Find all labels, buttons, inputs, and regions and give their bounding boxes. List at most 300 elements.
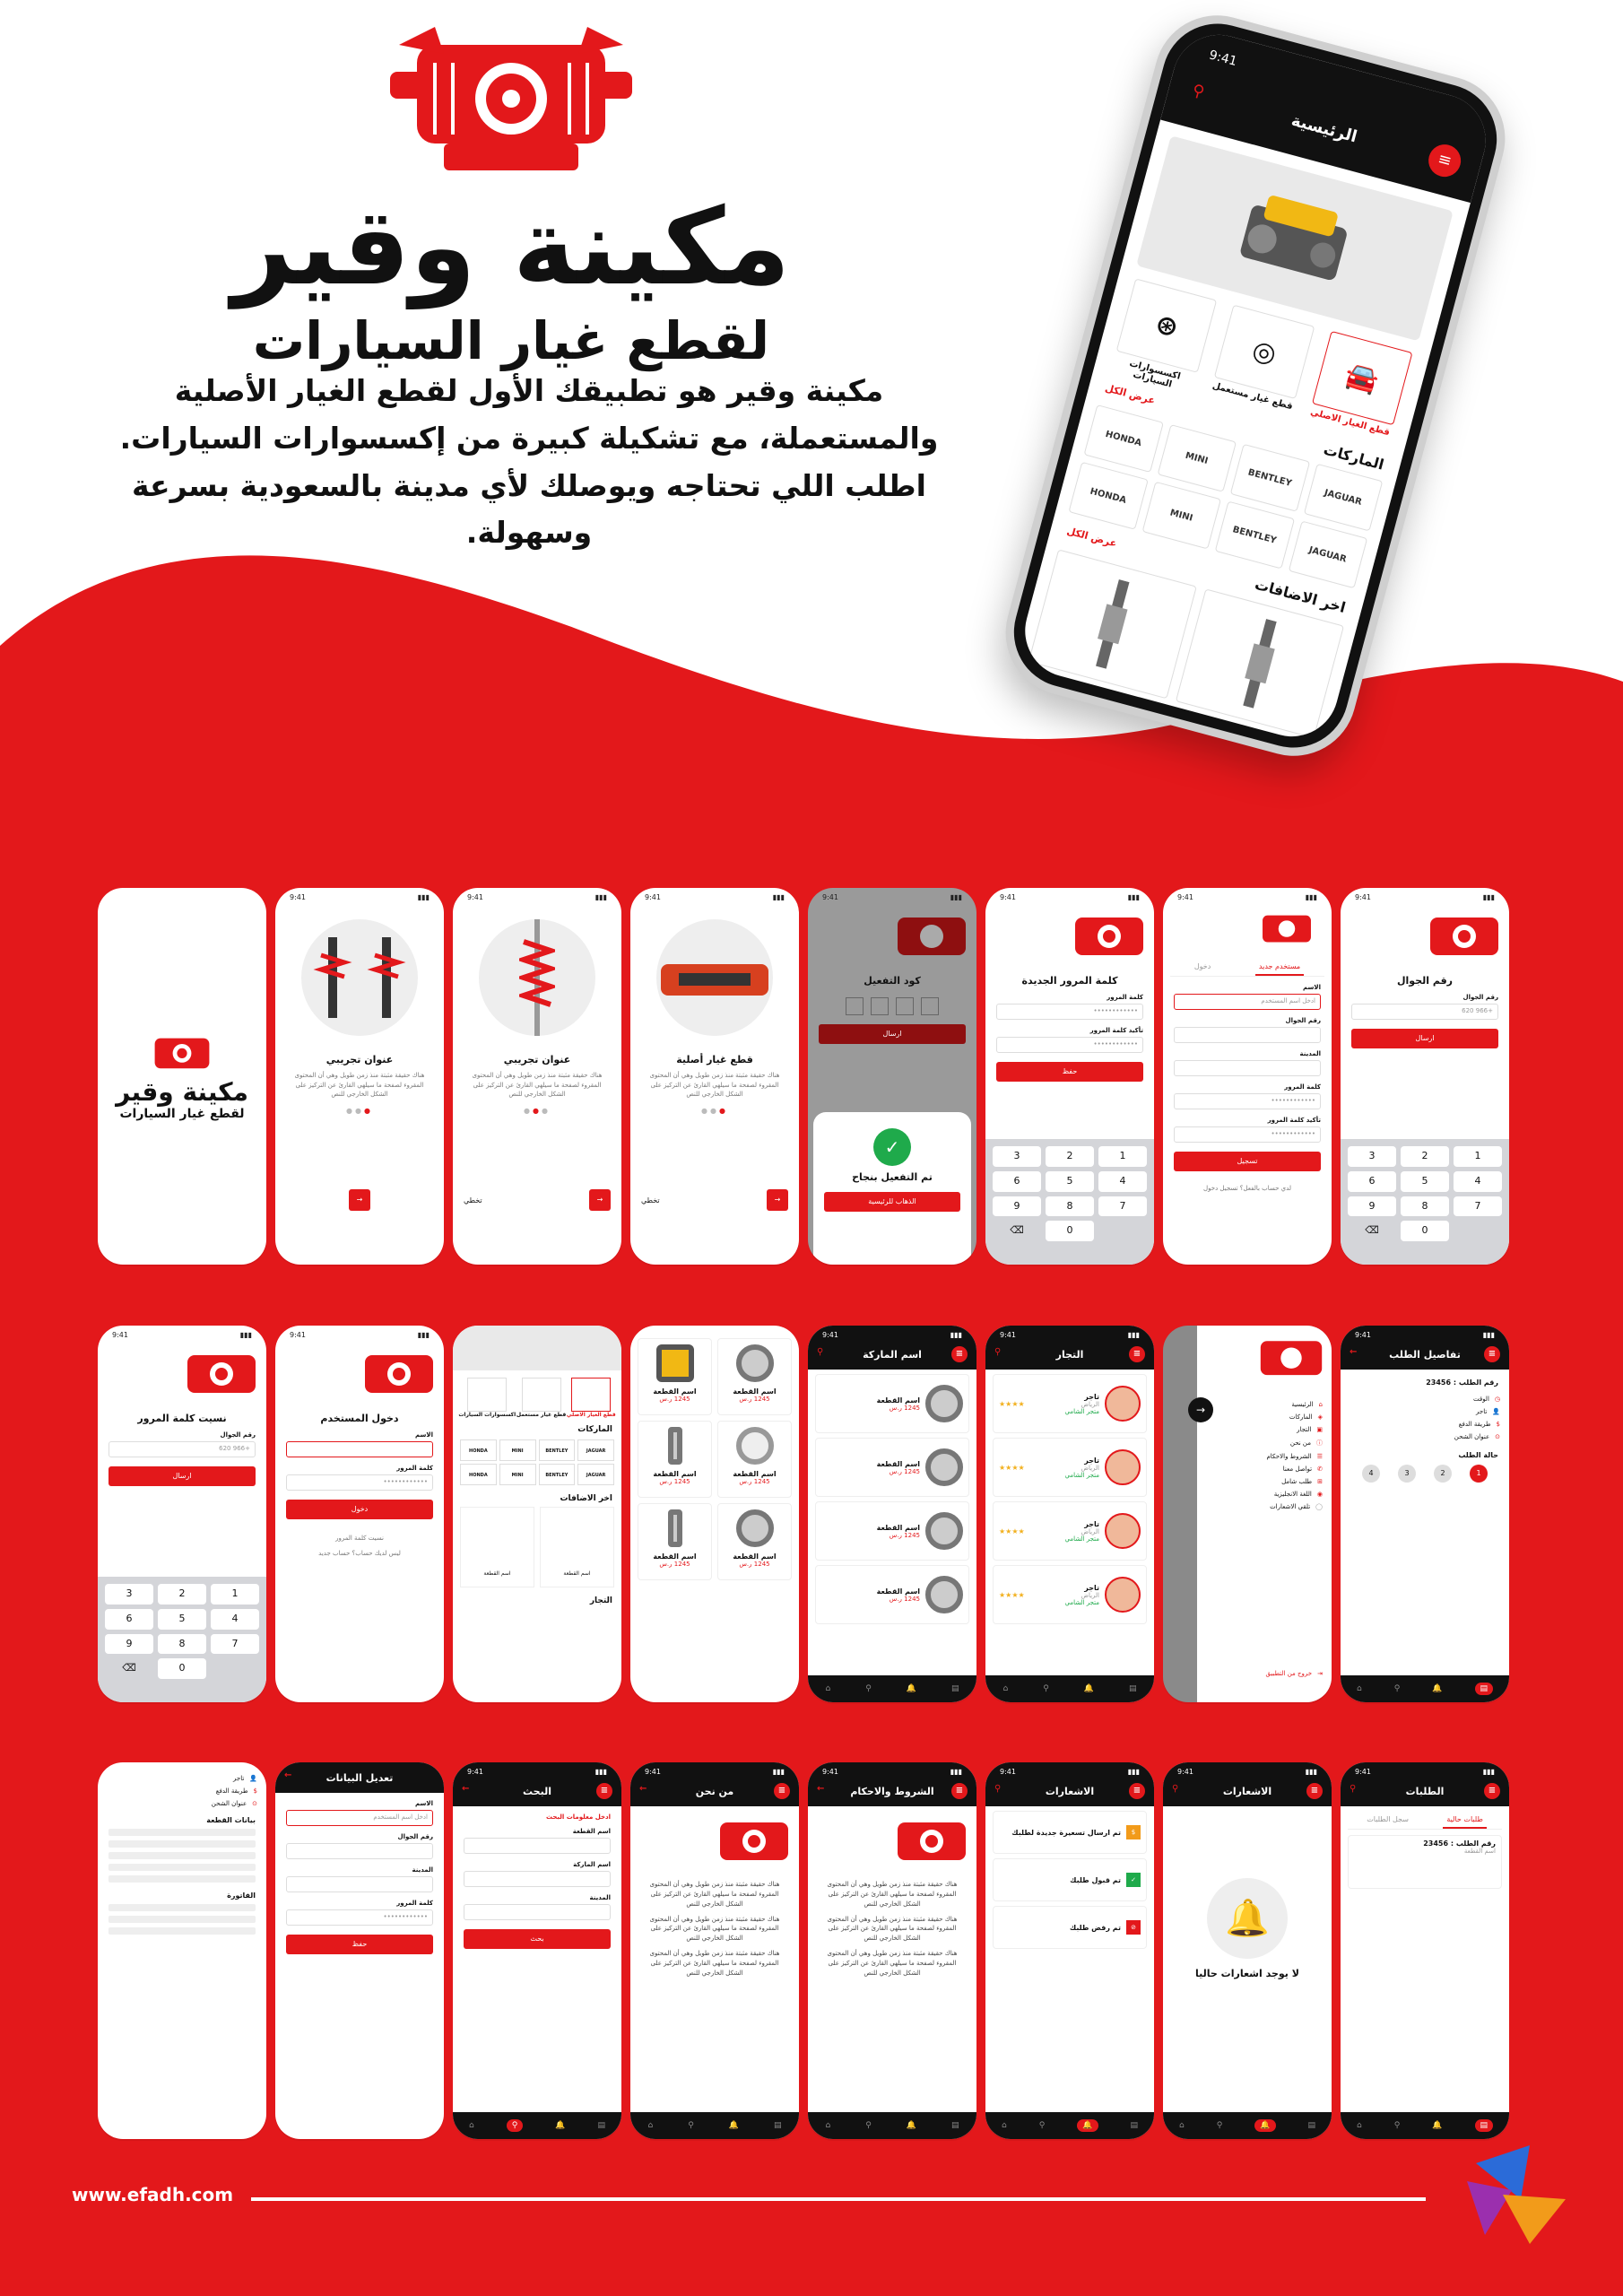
auth-tabs bbox=[1170, 959, 1324, 977]
status-time: 9:41 bbox=[822, 1768, 838, 1776]
menu-item[interactable] bbox=[1206, 1426, 1323, 1433]
onboarding-image bbox=[479, 919, 595, 1036]
search-icon[interactable]: ⚲ bbox=[817, 1347, 824, 1357]
key[interactable]: 6 bbox=[993, 1171, 1041, 1192]
nav-orders[interactable]: ▤ bbox=[597, 2121, 606, 2130]
key[interactable]: 8 bbox=[158, 1634, 206, 1655]
backspace-icon[interactable]: ⌫ bbox=[1010, 1224, 1024, 1237]
key[interactable]: 2 bbox=[158, 1584, 206, 1605]
brand-bentley[interactable]: BENTLEY bbox=[539, 1464, 576, 1485]
nav-notifications[interactable]: 🔔 bbox=[1254, 2119, 1275, 2132]
part-name: اسم القطعة bbox=[876, 1396, 920, 1405]
engine-logo bbox=[1064, 910, 1154, 966]
category-used[interactable] bbox=[1208, 305, 1315, 422]
brands-title: الماركات bbox=[1322, 440, 1386, 474]
nav-search[interactable]: ⚲ bbox=[1038, 2121, 1046, 2130]
search-icon[interactable]: ⚲ bbox=[1350, 1784, 1357, 1794]
onboarding-title: قطع غيار أصلية bbox=[676, 1054, 753, 1065]
otp-digit[interactable] bbox=[871, 997, 889, 1015]
about-text: هناك حقيقة مثبتة منذ زمن طويل وهي أن المحتوى المقروء لصفحة ما سيلهي القارئ عن التركيز على الشكل الخارجي للنص bbox=[649, 1915, 780, 1943]
menu-icon[interactable]: ≡ bbox=[774, 1783, 790, 1799]
field-label: الاسم bbox=[415, 1431, 433, 1439]
confirm-password-input[interactable]: •••••••••••• bbox=[996, 1037, 1143, 1053]
category-original[interactable] bbox=[1306, 331, 1412, 448]
brand-honda[interactable]: HONDA bbox=[460, 1464, 497, 1485]
key[interactable]: 2 bbox=[1046, 1146, 1094, 1167]
key[interactable]: 9 bbox=[993, 1196, 1041, 1217]
phone-input[interactable]: +966 620 bbox=[108, 1441, 256, 1457]
screen-register bbox=[1163, 888, 1332, 1265]
search-icon[interactable]: ⚲ bbox=[994, 1347, 1002, 1357]
brand-mini[interactable]: MINI bbox=[1157, 424, 1237, 492]
menu-icon[interactable]: ≡ bbox=[1425, 141, 1464, 180]
empty-message: لا يوجد اشعارات حاليا bbox=[1195, 1968, 1299, 1979]
key[interactable]: 1 bbox=[1454, 1146, 1502, 1167]
close-menu-icon[interactable]: → bbox=[1188, 1397, 1213, 1422]
menu-item[interactable] bbox=[1206, 1478, 1323, 1485]
brand-jaguar[interactable]: JAGUAR bbox=[577, 1464, 614, 1485]
step-2: 2 bbox=[1434, 1465, 1452, 1483]
nav-notifications[interactable]: 🔔 bbox=[906, 1684, 917, 1693]
status-icons: ▮▮▮ bbox=[1482, 893, 1495, 901]
screen-header bbox=[985, 1776, 1154, 1806]
info-row bbox=[1350, 1396, 1500, 1403]
nav-orders[interactable]: ▤ bbox=[1475, 1683, 1494, 1695]
key[interactable]: 1 bbox=[1098, 1146, 1147, 1167]
detail-line bbox=[108, 1840, 256, 1848]
product-grid bbox=[630, 1326, 799, 1593]
merchant-card[interactable] bbox=[993, 1565, 1147, 1624]
city-select[interactable] bbox=[464, 1904, 611, 1920]
notification-item[interactable] bbox=[993, 1906, 1147, 1949]
field-label: تأكيد كلمة المرور bbox=[1267, 1117, 1321, 1124]
screen-onboarding-3 bbox=[630, 888, 799, 1265]
menu-item[interactable] bbox=[1206, 1453, 1323, 1460]
back-arrow-icon[interactable]: ← bbox=[462, 1784, 470, 1794]
brake-disc-image bbox=[925, 1512, 963, 1550]
brand-honda[interactable]: HONDA bbox=[1068, 462, 1148, 530]
nav-home[interactable]: ⌂ bbox=[1002, 2121, 1007, 2130]
side-menu-panel bbox=[1197, 1326, 1332, 1702]
back-arrow-icon[interactable]: ← bbox=[1350, 1347, 1358, 1357]
screen-title: كود التفعيل bbox=[864, 975, 921, 987]
brake-disc-image bbox=[925, 1576, 963, 1613]
avatar bbox=[1105, 1449, 1141, 1485]
key[interactable]: 8 bbox=[1046, 1196, 1094, 1217]
key[interactable]: 5 bbox=[1046, 1171, 1094, 1192]
dollar-icon: $ bbox=[253, 1787, 257, 1795]
field-label: رقم الجوال bbox=[1462, 994, 1498, 1001]
search-icon[interactable]: ⚲ bbox=[1172, 1784, 1179, 1794]
password-input[interactable]: •••••••••••• bbox=[286, 1909, 433, 1926]
product-row[interactable] bbox=[815, 1438, 969, 1497]
brand-jaguar[interactable]: JAGUAR bbox=[1303, 464, 1383, 532]
engine-logo bbox=[354, 1348, 444, 1404]
search-button[interactable]: بحث bbox=[464, 1929, 611, 1949]
field-label: الاسم bbox=[1303, 984, 1321, 991]
brand-bentley[interactable]: BENTLEY bbox=[1230, 444, 1310, 512]
nav-orders[interactable]: ▤ bbox=[951, 1684, 959, 1693]
key[interactable]: 4 bbox=[211, 1609, 259, 1630]
login-link[interactable]: لدي حساب بالفعل؟ تسجيل دخول bbox=[1203, 1185, 1291, 1192]
field-label: اسم القطعة bbox=[572, 1828, 611, 1835]
field-label: رقم الجوال bbox=[1285, 1017, 1321, 1024]
tab-new-user[interactable]: مستخدم جديد bbox=[1255, 959, 1304, 976]
car-icon bbox=[571, 1378, 611, 1412]
part-price: 1245 ر.س bbox=[889, 1595, 920, 1603]
nav-home[interactable]: ⌂ bbox=[1357, 2121, 1362, 2130]
engine-logo bbox=[1242, 910, 1332, 950]
brand-select[interactable] bbox=[464, 1871, 611, 1887]
section-title: بيانات القطعة bbox=[206, 1816, 256, 1824]
skip-link[interactable]: تخطي bbox=[641, 1196, 660, 1205]
step-4: 4 bbox=[1362, 1465, 1380, 1483]
bottom-nav bbox=[1163, 2112, 1332, 2139]
login-button[interactable]: دخول bbox=[286, 1500, 433, 1519]
menu-label: طلب شامل bbox=[1281, 1478, 1313, 1485]
show-all-link[interactable]: عرض الكل bbox=[1065, 525, 1118, 550]
nav-notifications[interactable]: 🔔 bbox=[555, 2121, 566, 2130]
brand-honda[interactable]: HONDA bbox=[1084, 404, 1164, 473]
key-empty bbox=[1454, 1221, 1502, 1241]
status-time: 9:41 bbox=[1355, 893, 1371, 901]
nav-home[interactable]: ⌂ bbox=[825, 1684, 831, 1693]
part-price: 1245 ر.س bbox=[739, 1478, 770, 1485]
footer-url[interactable]: www.efadh.com bbox=[72, 2184, 234, 2205]
nav-notifications[interactable]: 🔔 bbox=[1432, 1684, 1443, 1693]
screen-notifications bbox=[985, 1762, 1154, 2139]
info-label: الوقت bbox=[1472, 1396, 1489, 1403]
nav-orders[interactable]: ▤ bbox=[774, 2121, 782, 2130]
brand-jaguar[interactable]: JAGUAR bbox=[577, 1439, 614, 1461]
menu-label: الرئيسية bbox=[1291, 1401, 1314, 1408]
status-icons: ▮▮▮ bbox=[950, 1768, 962, 1776]
category-accessories[interactable] bbox=[1110, 278, 1217, 396]
key[interactable]: 9 bbox=[1348, 1196, 1396, 1217]
latest-title: اخر الاضافات bbox=[1253, 575, 1348, 617]
otp-digit[interactable] bbox=[846, 997, 864, 1015]
screen-header bbox=[453, 1776, 621, 1806]
screen-order-details bbox=[1341, 1326, 1509, 1702]
key[interactable]: 6 bbox=[105, 1609, 153, 1630]
order-card[interactable] bbox=[1348, 1835, 1502, 1889]
category-used[interactable] bbox=[516, 1378, 566, 1418]
merchant-shop: متجر الشامي bbox=[1064, 1598, 1099, 1606]
merchant-city: الرياض bbox=[1081, 1591, 1099, 1599]
register-link[interactable]: ليس لديك حساب؟ حساب جديد bbox=[318, 1549, 401, 1557]
key[interactable]: 9 bbox=[105, 1634, 153, 1655]
nav-orders[interactable]: ▤ bbox=[951, 2121, 959, 2130]
key[interactable]: 3 bbox=[105, 1584, 153, 1605]
bottom-nav bbox=[808, 1675, 976, 1702]
search-icon[interactable]: ⚲ bbox=[1190, 80, 1207, 102]
forgot-password-link[interactable]: نسيت كلمة المرور bbox=[335, 1535, 384, 1542]
merchant-card[interactable] bbox=[993, 1438, 1147, 1497]
phone-input[interactable] bbox=[286, 1843, 433, 1859]
save-button[interactable]: حفظ bbox=[286, 1935, 433, 1954]
phone-input[interactable]: +966 620 bbox=[1351, 1004, 1498, 1020]
engine-logo bbox=[177, 1348, 266, 1404]
key[interactable]: 8 bbox=[1401, 1196, 1449, 1217]
app-description: مكينة وقير هو تطبيقك الأول لقطع الغيار الأصلية والمستعملة، مع تشكيلة كبيرة من إكسسوارات السيارات. اطلب اللي تحتاجه ويوصلك لأي مدينة بالسعودية بسرعة وسهولة. bbox=[119, 373, 939, 551]
password-input[interactable]: •••••••••••• bbox=[1174, 1093, 1321, 1109]
key[interactable]: 2 bbox=[1401, 1146, 1449, 1167]
category-accessories[interactable] bbox=[458, 1378, 516, 1418]
bottom-nav bbox=[1341, 1675, 1509, 1702]
nav-orders[interactable]: ▤ bbox=[1307, 2121, 1316, 2130]
menu-icon[interactable]: ≡ bbox=[1129, 1783, 1145, 1799]
search-icon[interactable]: ⚲ bbox=[994, 1784, 1002, 1794]
menu-item[interactable] bbox=[1206, 1491, 1323, 1498]
part-price: 1245 ر.س bbox=[889, 1404, 920, 1412]
key[interactable]: 0 bbox=[158, 1658, 206, 1679]
bottom-nav bbox=[985, 1675, 1154, 1702]
key[interactable]: 6 bbox=[1348, 1171, 1396, 1192]
name-input[interactable]: ادخل اسم المستخدم bbox=[286, 1810, 433, 1826]
toggle-off-icon[interactable]: ◯ bbox=[1315, 1503, 1323, 1510]
key[interactable]: 0 bbox=[1401, 1221, 1449, 1241]
key[interactable]: 1 bbox=[211, 1584, 259, 1605]
nav-orders[interactable]: ▤ bbox=[1475, 2119, 1494, 2132]
status-icons: ▮▮▮ bbox=[950, 1331, 962, 1339]
brand-mini[interactable]: MINI bbox=[499, 1439, 536, 1461]
tab-login[interactable]: دخول bbox=[1193, 962, 1211, 970]
city-select[interactable] bbox=[1174, 1060, 1321, 1076]
merchant-shop: متجر الشامي bbox=[1064, 1471, 1099, 1479]
part-name: اسم القطعة bbox=[653, 1470, 697, 1478]
store-icon: ▣ bbox=[1316, 1426, 1323, 1433]
info-row bbox=[1350, 1433, 1500, 1440]
password-input[interactable]: •••••••••••• bbox=[996, 1004, 1143, 1020]
confirm-password-input[interactable]: •••••••••••• bbox=[1174, 1126, 1321, 1143]
logout-item[interactable] bbox=[1266, 1670, 1324, 1677]
status-icons: ▮▮▮ bbox=[1482, 1331, 1495, 1339]
back-arrow-icon[interactable]: ← bbox=[284, 1770, 292, 1780]
bottom-nav bbox=[985, 2112, 1154, 2139]
screen-notifications-empty bbox=[1163, 1762, 1332, 2139]
screen-title: تعديل البيانات bbox=[325, 1771, 394, 1784]
product-card[interactable] bbox=[717, 1503, 792, 1580]
menu-icon[interactable]: ≡ bbox=[596, 1783, 612, 1799]
status-time: 9:41 bbox=[1000, 893, 1016, 901]
tab-past-orders[interactable]: سجل الطلبات bbox=[1367, 1815, 1409, 1823]
steering-icon: ⊛ bbox=[1116, 278, 1218, 372]
status-icons: ▮▮▮ bbox=[772, 1768, 785, 1776]
notification-text: تم قبول طلبك bbox=[1070, 1875, 1121, 1884]
product-card[interactable] bbox=[638, 1421, 712, 1498]
menu-icon[interactable]: ≡ bbox=[951, 1783, 968, 1799]
register-button[interactable]: تسجيل bbox=[1174, 1152, 1321, 1171]
nav-search[interactable]: ⚲ bbox=[507, 2119, 524, 2132]
nav-notifications[interactable]: 🔔 bbox=[1083, 1684, 1095, 1693]
name-input[interactable]: ادخل اسم المستخدم bbox=[1174, 994, 1321, 1010]
backspace-icon[interactable]: ⌫ bbox=[122, 1662, 136, 1674]
brand-mini[interactable]: MINI bbox=[499, 1464, 536, 1485]
merchant-card[interactable] bbox=[993, 1374, 1147, 1433]
detail-line bbox=[108, 1829, 256, 1836]
shock-absorber-image bbox=[668, 1509, 682, 1547]
otp-digit[interactable] bbox=[921, 997, 939, 1015]
key[interactable]: 4 bbox=[1454, 1171, 1502, 1192]
status-icons: ▮▮▮ bbox=[417, 893, 430, 901]
nav-home[interactable]: ⌂ bbox=[1002, 1684, 1009, 1693]
key[interactable]: 3 bbox=[1348, 1146, 1396, 1167]
order-number: رقم الطلب : 23456 bbox=[1423, 1839, 1496, 1848]
notification-text: تم ارسال تسعيرة جديدة لطلبك bbox=[1011, 1828, 1121, 1837]
order-stepper bbox=[1353, 1465, 1497, 1483]
menu-item[interactable] bbox=[1206, 1465, 1323, 1473]
key[interactable]: 7 bbox=[1098, 1196, 1147, 1217]
screen-title: الطلبات bbox=[1405, 1785, 1445, 1797]
menu-item[interactable] bbox=[1206, 1503, 1323, 1510]
status-icons: ▮▮▮ bbox=[595, 1768, 607, 1776]
key[interactable]: 5 bbox=[158, 1609, 206, 1630]
show-all-link[interactable]: عرض الكل bbox=[1104, 382, 1157, 407]
nav-notifications[interactable]: 🔔 bbox=[1432, 2121, 1443, 2130]
brand-mini[interactable]: MINI bbox=[1141, 482, 1221, 550]
nav-notifications[interactable]: 🔔 bbox=[1077, 2119, 1098, 2132]
menu-item[interactable] bbox=[1206, 1413, 1323, 1421]
product-row[interactable] bbox=[815, 1565, 969, 1624]
screen-header bbox=[630, 1776, 799, 1806]
category-original[interactable] bbox=[567, 1378, 616, 1418]
skip-link[interactable]: تخطي bbox=[464, 1196, 482, 1205]
menu-icon[interactable]: ≡ bbox=[1484, 1346, 1500, 1362]
menu-item[interactable] bbox=[1206, 1401, 1323, 1408]
detail-line bbox=[108, 1927, 256, 1935]
merchants-title: التجار bbox=[589, 1596, 612, 1605]
nav-home[interactable]: ⌂ bbox=[1179, 2121, 1185, 2130]
send-button[interactable]: ارسال bbox=[819, 1024, 966, 1044]
product-card[interactable] bbox=[540, 1507, 614, 1587]
phone-input[interactable] bbox=[1174, 1027, 1321, 1043]
key[interactable]: 0 bbox=[1046, 1221, 1094, 1241]
status-icons: ▮▮▮ bbox=[417, 1331, 430, 1339]
menu-item[interactable] bbox=[1206, 1439, 1323, 1448]
info-row bbox=[107, 1787, 257, 1795]
menu-icon[interactable]: ≡ bbox=[1306, 1783, 1323, 1799]
engine-logo bbox=[887, 910, 976, 966]
city-select[interactable] bbox=[286, 1876, 433, 1892]
user-icon: 👤 bbox=[1492, 1408, 1500, 1415]
screen-order-full-details bbox=[98, 1762, 266, 2139]
onboarding-image bbox=[301, 919, 418, 1036]
send-button[interactable]: ارسال bbox=[108, 1466, 256, 1486]
notification-item[interactable] bbox=[993, 1811, 1147, 1854]
brand-honda[interactable]: HONDA bbox=[460, 1439, 497, 1461]
merchant-card[interactable] bbox=[993, 1501, 1147, 1561]
nav-notifications[interactable]: 🔔 bbox=[728, 2121, 740, 2130]
key[interactable]: 3 bbox=[993, 1146, 1041, 1167]
go-home-button[interactable]: الذهاب للرئيسية bbox=[824, 1192, 960, 1212]
send-button[interactable]: ارسال bbox=[1351, 1029, 1498, 1048]
nav-search[interactable]: ⚲ bbox=[1393, 1684, 1401, 1693]
product-card[interactable] bbox=[638, 1503, 712, 1580]
product-card[interactable] bbox=[717, 1338, 792, 1415]
save-button[interactable]: حفظ bbox=[996, 1062, 1143, 1082]
brands-title: الماركات bbox=[577, 1425, 612, 1434]
bottom-nav bbox=[808, 2112, 976, 2139]
notification-item[interactable] bbox=[993, 1858, 1147, 1901]
status-icons: ▮▮▮ bbox=[1305, 1768, 1317, 1776]
password-input[interactable]: •••••••••••• bbox=[286, 1474, 433, 1491]
menu-icon[interactable]: ≡ bbox=[1484, 1783, 1500, 1799]
nav-search[interactable]: ⚲ bbox=[865, 2121, 872, 2130]
next-arrow-icon[interactable]: → bbox=[349, 1189, 370, 1211]
pager-dots: ●●● bbox=[701, 1106, 728, 1115]
key[interactable]: 5 bbox=[1401, 1171, 1449, 1192]
nav-search[interactable]: ⚲ bbox=[688, 2121, 694, 2130]
product-row[interactable] bbox=[815, 1501, 969, 1561]
menu-label: اللغة الانجليزية bbox=[1273, 1491, 1312, 1498]
next-arrow-icon[interactable]: → bbox=[767, 1189, 788, 1211]
merchant-city: الرياض bbox=[1081, 1527, 1099, 1535]
brand-bentley[interactable]: BENTLEY bbox=[1215, 501, 1295, 570]
part-name: اسم القطعة bbox=[563, 1570, 591, 1577]
status-time: 9:41 bbox=[290, 893, 306, 901]
field-label: المدينة bbox=[412, 1866, 433, 1874]
nav-search[interactable]: ⚲ bbox=[1393, 2121, 1401, 2130]
shock-absorber-image bbox=[1084, 576, 1142, 672]
field-label: المدينة bbox=[589, 1894, 611, 1901]
bottom-nav bbox=[630, 2112, 799, 2139]
nav-home[interactable]: ⌂ bbox=[469, 2121, 474, 2130]
logout-icon: ⇥ bbox=[1317, 1670, 1323, 1677]
brand-bentley[interactable]: BENTLEY bbox=[539, 1439, 576, 1461]
product-row[interactable] bbox=[815, 1374, 969, 1433]
toggle-on-icon[interactable]: ◉ bbox=[1316, 1491, 1323, 1498]
backspace-icon[interactable]: ⌫ bbox=[1365, 1224, 1379, 1237]
part-name: اسم القطعة bbox=[653, 1387, 697, 1396]
nav-search[interactable]: ⚲ bbox=[1043, 1684, 1049, 1693]
status-icons: ▮▮▮ bbox=[772, 893, 785, 901]
back-arrow-icon[interactable]: ← bbox=[639, 1784, 647, 1794]
nav-orders[interactable]: ▤ bbox=[1129, 1684, 1137, 1693]
nav-home[interactable]: ⌂ bbox=[1357, 1684, 1362, 1693]
nav-home[interactable]: ⌂ bbox=[825, 2121, 831, 2130]
screen-header bbox=[275, 1762, 444, 1793]
brand-jaguar[interactable]: JAGUAR bbox=[1288, 520, 1367, 588]
tab-current-orders[interactable]: طلبات حالية bbox=[1443, 1812, 1486, 1829]
menu-icon[interactable]: ≡ bbox=[1129, 1346, 1145, 1362]
product-card[interactable] bbox=[717, 1421, 792, 1498]
onboarding-text: هناك حقيقة مثبتة منذ زمن طويل وهي أن المحتوى المقروء لصفحة ما سيلهي القارئ عن التركيز على الشكل الخارجي للنص bbox=[294, 1072, 425, 1098]
detail-line bbox=[108, 1852, 256, 1859]
otp-digit[interactable] bbox=[896, 997, 914, 1015]
detail-line bbox=[108, 1864, 256, 1871]
nav-orders[interactable]: ▤ bbox=[1130, 2121, 1139, 2130]
key[interactable]: 7 bbox=[1454, 1196, 1502, 1217]
product-card[interactable] bbox=[638, 1338, 712, 1415]
field-label: رقم الجوال bbox=[220, 1431, 256, 1439]
menu-label: الماركات bbox=[1289, 1413, 1313, 1421]
back-arrow-icon[interactable]: ← bbox=[817, 1784, 825, 1794]
key[interactable]: 4 bbox=[1098, 1171, 1147, 1192]
engine-image bbox=[656, 1344, 694, 1382]
nav-notifications[interactable]: 🔔 bbox=[906, 2121, 917, 2130]
nav-home[interactable]: ⌂ bbox=[647, 2121, 654, 2130]
field-label: الاسم bbox=[415, 1800, 433, 1807]
menu-icon[interactable]: ≡ bbox=[951, 1346, 968, 1362]
next-arrow-icon[interactable]: → bbox=[589, 1189, 611, 1211]
key[interactable]: 7 bbox=[211, 1634, 259, 1655]
nav-search[interactable]: ⚲ bbox=[865, 1684, 872, 1693]
shock-absorber-image bbox=[668, 1427, 682, 1465]
nav-search[interactable]: ⚲ bbox=[1216, 2121, 1223, 2130]
part-name-input[interactable] bbox=[464, 1838, 611, 1854]
name-input[interactable] bbox=[286, 1441, 433, 1457]
product-card[interactable] bbox=[460, 1507, 534, 1587]
